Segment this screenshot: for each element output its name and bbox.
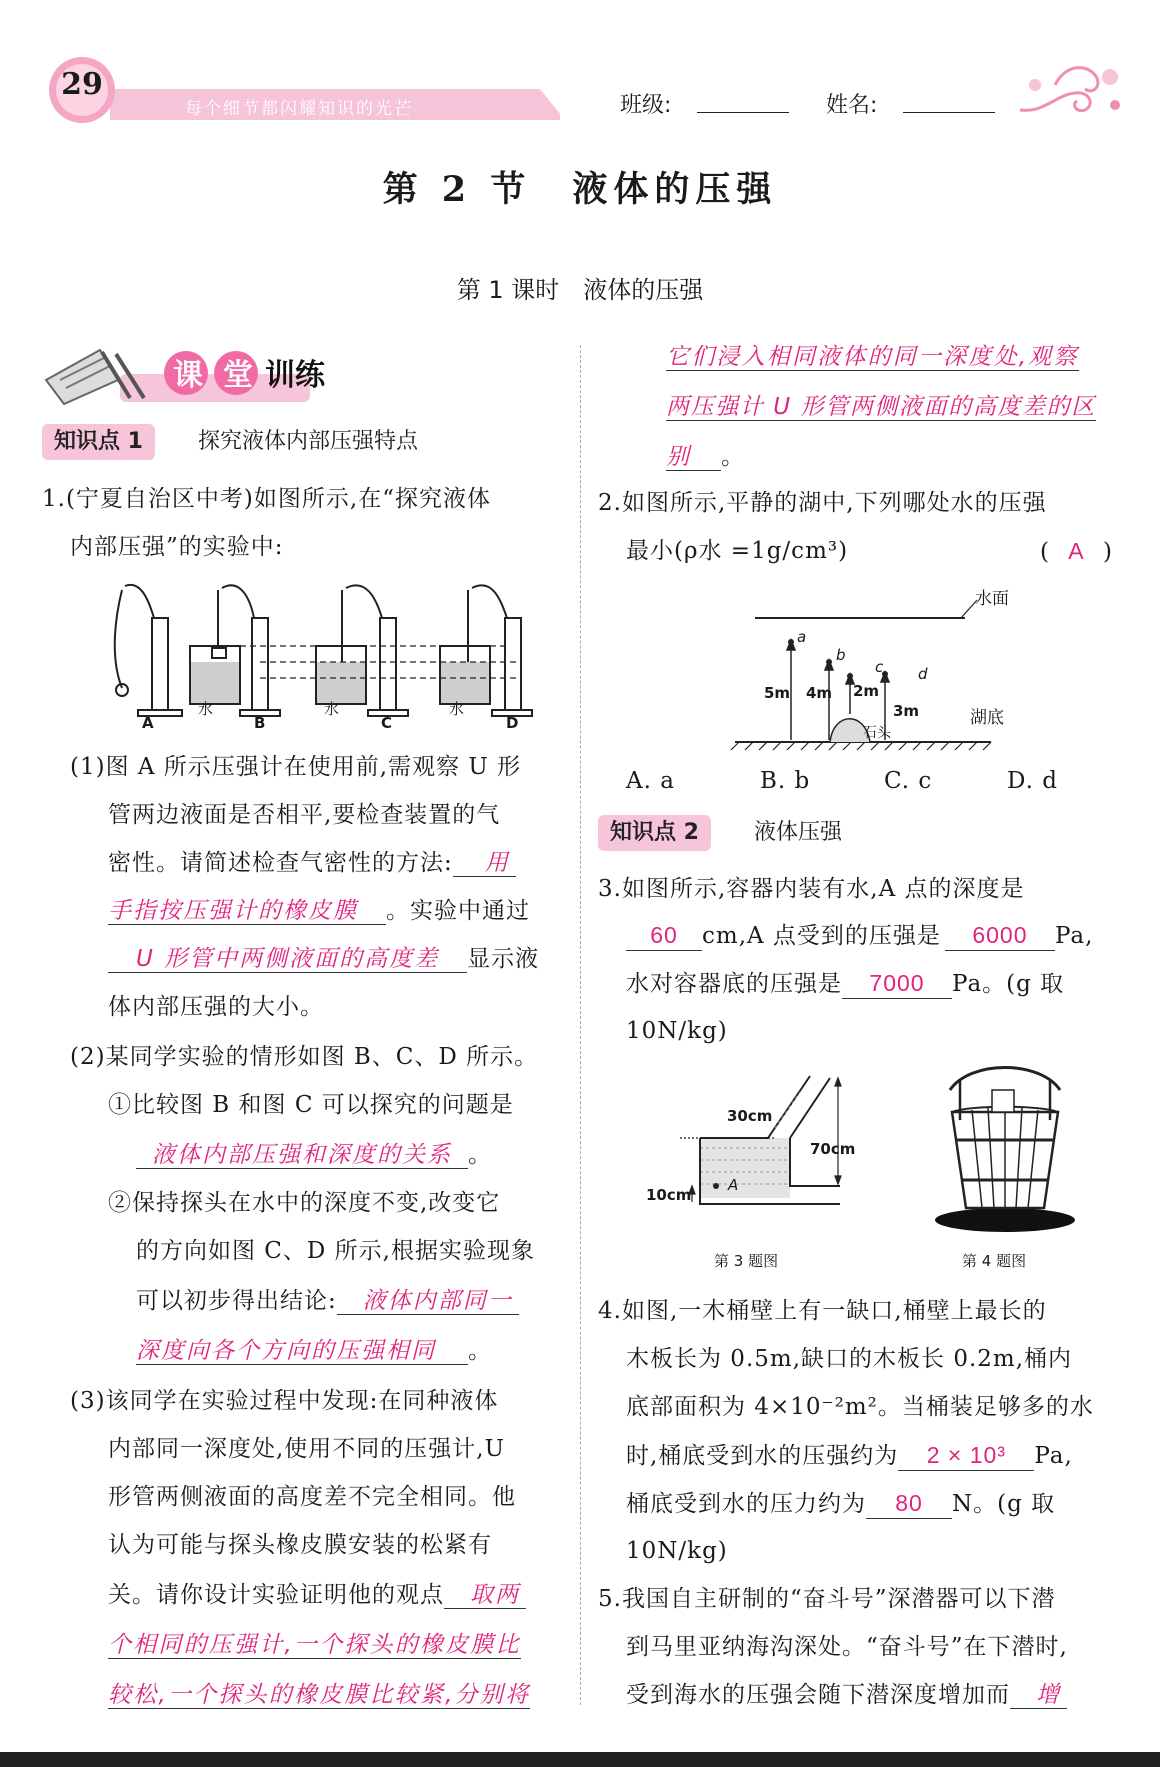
q1-p3-line-6 xyxy=(108,1630,521,1660)
q1-p3-line-4: 认为可能与探头橡皮膜安装的松紧有 xyxy=(108,1532,492,1558)
q3-answer-pressure-a: 6000 xyxy=(945,920,1055,951)
column-divider xyxy=(580,345,581,1705)
banner-text xyxy=(163,350,325,394)
class-field[interactable] xyxy=(697,112,789,113)
banner-char-2: 堂 xyxy=(223,358,253,393)
q1-water-c: 水 xyxy=(324,700,340,718)
q1-p3-line-10: 别 。 xyxy=(666,444,745,470)
q1-line-1: 1.(宁夏自治区中考)如图所示,在“探究液体 xyxy=(42,486,491,512)
answer-conclusion-1: 液体内部同一 xyxy=(337,1288,519,1315)
q2-depth-a: 5m xyxy=(764,684,791,702)
q4-caption: 第 4 题图 xyxy=(962,1252,1027,1270)
answer-design-6: 别 xyxy=(666,444,721,471)
q5-answer: 增 xyxy=(1010,1682,1067,1709)
q2-surface-label: 水面 xyxy=(975,589,1009,609)
name-label: 姓名: xyxy=(826,93,878,118)
answer-depth-relation: 液体内部压强和深度的关系 xyxy=(136,1142,468,1169)
q2-answer: A xyxy=(1068,538,1085,564)
banner-rest: 训练 xyxy=(265,358,325,393)
q2-point-c: c xyxy=(875,658,884,676)
q3-label-point-a: A xyxy=(728,1176,739,1194)
answer-design-2: 个相同的压强计,一个探头的橡皮膜比 xyxy=(108,1632,521,1658)
q1-p2-sub-2-line-3: 可以初步得出结论: 液体内部同一 xyxy=(136,1286,519,1316)
answer-airtight-1: 用 xyxy=(453,850,516,877)
answer-design-3: 较松,一个探头的橡皮膜比较紧,分别将 xyxy=(108,1682,531,1708)
q2-option-d[interactable]: D. d xyxy=(1007,768,1058,794)
q3-caption: 第 3 题图 xyxy=(714,1252,779,1270)
class-label: 班级: xyxy=(620,93,672,118)
q2-answer-bracket: ( A ) xyxy=(1040,538,1113,565)
answer-design-5: 两压强计 U 形管两侧液面的高度差的区 xyxy=(666,394,1096,420)
q2-depth-c: 2m xyxy=(853,682,880,700)
q1-p1-line-6: 体内部压强的大小。 xyxy=(108,994,324,1020)
q1-p2-sub-2-line-2: 的方向如图 C、D 所示,根据实验现象 xyxy=(136,1238,535,1264)
q1-p3-line-8 xyxy=(666,342,1079,372)
knowledge-point-1-title: 探究液体内部压强特点 xyxy=(198,429,419,454)
q4-line-5: 桶底受到水的压力约为 80 N。(g 取 xyxy=(626,1490,1056,1517)
q3-answer-pressure-bottom: 7000 xyxy=(842,968,952,999)
q4-line-2: 木板长为 0.5m,缺口的木板长 0.2m,桶内 xyxy=(626,1346,1073,1372)
q1-p2-sub-1: ①比较图 B 和图 C 可以探究的问题是 xyxy=(108,1092,514,1118)
name-field[interactable] xyxy=(903,112,995,113)
q1-label-a: A xyxy=(142,714,154,732)
q1-pressure-gauge-figure xyxy=(80,578,540,728)
section-title: 第 2 节 液体的压强 xyxy=(382,169,778,210)
q1-p1-line-5: U 形管中两侧液面的高度差 显示液 xyxy=(108,944,539,974)
q3-line-1: 3.如图所示,容器内装有水,A 点的深度是 xyxy=(598,876,1025,902)
q2-option-b[interactable]: B. b xyxy=(760,768,811,794)
q3-label-10cm: 10cm xyxy=(646,1186,692,1204)
knowledge-point-1-badge: 知识点 1 xyxy=(42,424,155,460)
q1-p1-line-4: 手指按压强计的橡皮膜 。实验中通过 xyxy=(108,898,530,924)
knowledge-point-2-badge: 知识点 2 xyxy=(598,815,711,851)
q2-point-a: a xyxy=(797,628,807,646)
q1-p2-sub-2-line-1: ②保持探头在水中的深度不变,改变它 xyxy=(108,1190,501,1216)
page-number: 29 xyxy=(61,67,103,102)
q1-line-2: 内部压强”的实验中: xyxy=(70,534,284,560)
q1-p2-sub-2-line-4: 深度向各个方向的压强相同 。 xyxy=(136,1338,492,1364)
q1-p2-sub-1-answer: 液体内部压强和深度的关系 。 xyxy=(136,1140,492,1170)
q3-label-70cm: 70cm xyxy=(810,1140,856,1158)
q4-line-1: 4.如图,一木桶壁上有一缺口,桶壁上最长的 xyxy=(598,1298,1047,1324)
q1-label-d: D xyxy=(506,714,519,732)
q1-p3-line-7 xyxy=(108,1680,530,1710)
answer-height-diff: U 形管中两侧液面的高度差 xyxy=(108,946,467,973)
q1-p1-line-1: (1)图 A 所示压强计在使用前,需观察 U 形 xyxy=(70,754,522,780)
q1-p2-line-1: (2)某同学实验的情形如图 B、C、D 所示。 xyxy=(70,1044,539,1070)
q1-p3-line-5: 关。请你设计实验证明他的观点 取两 xyxy=(108,1580,526,1610)
q2-stone-label: 石头 xyxy=(863,725,891,741)
q2-line-1: 2.如图所示,平静的湖中,下列哪处水的压强 xyxy=(598,490,1047,516)
q5-line-2: 到马里亚纳海沟深处。“奋斗号”在下潜时, xyxy=(626,1634,1068,1660)
q2-depth-b: 4m xyxy=(806,684,833,702)
q4-line-4: 时,桶底受到水的压强约为 2 × 10³ Pa, xyxy=(626,1442,1073,1469)
q5-line-3: 受到海水的压强会随下潜深度增加而 增 xyxy=(626,1680,1067,1710)
bottom-bar xyxy=(0,1752,1160,1767)
q1-label-b: B xyxy=(254,714,266,732)
q1-label-c: C xyxy=(381,714,393,732)
q1-p3-line-3: 形管两侧液面的高度差不完全相同。他 xyxy=(108,1484,516,1510)
q2-option-c[interactable]: C. c xyxy=(884,768,933,794)
knowledge-point-2-title: 液体压强 xyxy=(754,820,843,845)
floral-ornament xyxy=(1015,55,1125,125)
q4-wooden-bucket-figure xyxy=(930,1060,1080,1235)
q2-line-2: 最小(ρ水 =1g/cm³) xyxy=(626,538,849,564)
answer-design-1: 取两 xyxy=(444,1582,526,1609)
q1-p1-line-2: 管两边液面是否相平,要检查装置的气 xyxy=(108,802,501,828)
q4-line-3: 底部面积为 4×10⁻²m²。当桶装足够多的水 xyxy=(626,1394,1094,1420)
header-slogan: 每个细节都闪耀知识的光芒 xyxy=(185,99,413,119)
q3-line-4: 10N/kg) xyxy=(626,1018,728,1044)
q4-line-6: 10N/kg) xyxy=(626,1538,728,1564)
q4-answer-pressure: 2 × 10³ xyxy=(898,1440,1034,1471)
lesson-title: 第 1 课时 液体的压强 xyxy=(456,276,704,304)
banner-char-1: 课 xyxy=(173,358,203,393)
q1-water-d: 水 xyxy=(449,700,465,718)
q3-label-30cm: 30cm xyxy=(727,1107,773,1125)
answer-design-4: 它们浸入相同液体的同一深度处,观察 xyxy=(666,344,1079,370)
q2-option-a[interactable]: A. a xyxy=(626,768,675,794)
q1-p1-line-3: 密性。请简述检查气密性的方法: 用 xyxy=(108,848,516,878)
q3-line-2: 60 cm,A 点受到的压强是 6000 Pa, xyxy=(626,920,1093,951)
q5-line-1: 5.我国自主研制的“奋斗号”深潜器可以下潜 xyxy=(598,1586,1056,1612)
q2-bottom-label: 湖底 xyxy=(970,708,1004,728)
q1-p3-line-9 xyxy=(666,392,1096,422)
q1-p3-line-2: 内部同一深度处,使用不同的压强计,U xyxy=(108,1436,506,1462)
q3-answer-depth: 60 xyxy=(626,920,702,951)
q4-answer-force: 80 xyxy=(866,1488,952,1519)
answer-conclusion-2: 深度向各个方向的压强相同 xyxy=(136,1338,468,1365)
answer-airtight-2: 手指按压强计的橡皮膜 xyxy=(108,898,386,925)
q2-point-d: d xyxy=(918,665,928,683)
q2-depth-d: 3m xyxy=(893,702,920,720)
q1-water-b: 水 xyxy=(198,700,214,718)
q1-p3-line-1: (3)该同学在实验过程中发现:在同种液体 xyxy=(70,1388,499,1414)
q3-line-3: 水对容器底的压强是 7000 Pa。(g 取 xyxy=(626,970,1065,997)
q2-point-b: b xyxy=(836,646,846,664)
